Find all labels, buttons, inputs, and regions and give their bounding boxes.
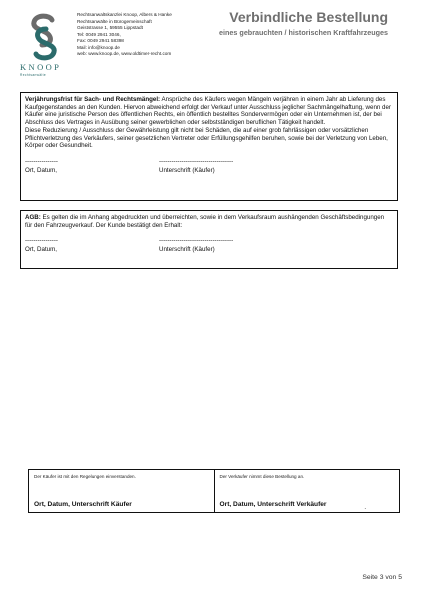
agb-heading: AGB: — [25, 214, 41, 221]
firm-line: Rechtsanwälte in Bürogemeinschaft — [77, 18, 152, 24]
page-number: Seite 3 von 5 — [362, 574, 402, 581]
signature-label: Unterschrift (Käufer) — [159, 246, 215, 254]
verjaehrung-text: Ansprüche des Käufers wegen Mängeln verjähren in einem Jahr ab Lieferung des Kaufgegenstandes an den Kunden. Hiervon abweichend erfolgt der Verkauf unter Ausschluss jeglicher Sachmängelhaftung, wenn der Käufer eine juristische Person des öffentlichen Rechts, ein öffentlich bestelltes Sondervermögen oder ein Unternehmen ist, der bei Abschluss des Vertrages in Ausübung seiner gewerblichen oder selbstständigen beruflichen Tätigkeit handelt. — [25, 96, 391, 127]
verjaehrung-section — [20, 92, 398, 201]
signature-label: Unterschrift (Käufer) — [159, 166, 215, 174]
signature-line[interactable]: ------------------------------------ — [159, 157, 234, 165]
firm-line: Rechtsanwaltskanzlei Knoop, Albers & Hanke — [77, 12, 172, 17]
place-date-label: Ort, Datum, — [25, 166, 57, 174]
logo-subline: Rechtsanwälte — [20, 73, 47, 77]
firm-line: Fax: 0049 2941 58398 — [77, 38, 124, 43]
logo-wordmark: KNOOP — [20, 62, 62, 72]
agb-signature-row — [25, 237, 393, 259]
signature-line[interactable]: ------------------------------------ — [159, 237, 234, 245]
verjaehrung-signature-row — [25, 158, 393, 180]
agb-text: Es gelten die im Anhang abgedruckten und überreichten, sowie in dem Verkaufsraum aushängenden Geschäftsbedingungen für den Fahrzeugverkauf. Der Kunde bestätigt den Erhalt: — [25, 214, 385, 229]
buyer-consent-note: Der Käufer ist mit den Regelungen einverstanden. — [34, 474, 136, 479]
stray-mark: . — [364, 505, 366, 511]
agb-paragraph — [25, 214, 393, 229]
buyer-signature-cell[interactable] — [29, 470, 214, 512]
verjaehrung-heading: Verjährungsfrist für Sach- und Rechtsmängel: — [25, 96, 161, 103]
final-signature-table — [28, 469, 400, 513]
seller-signature-cell[interactable] — [214, 470, 400, 512]
buyer-signature-label: Ort, Datum, Unterschrift Käufer — [34, 501, 132, 508]
firm-line: Geiststrasse 1, 59555 Lippstadt — [77, 25, 143, 30]
firm-line: web: www.knoop.de, www.oldtimer-recht.com — [77, 51, 172, 56]
firm-line: Tel: 0049 2941 3046, — [77, 31, 121, 37]
kanzlei-logo — [20, 12, 68, 77]
document-title: Verbindliche Bestellung — [229, 9, 388, 25]
firm-address-block — [77, 12, 197, 58]
verjaehrung-paragraph — [25, 96, 393, 127]
section-sign-icon — [20, 12, 68, 62]
document-subtitle: eines gebrauchten / historischen Kraftfahrzeuges — [219, 28, 388, 37]
agb-section — [20, 210, 398, 269]
seller-signature-label: Ort, Datum, Unterschrift Verkäufer — [219, 501, 327, 508]
seller-acceptance-note: Der Verkäufer nimmt diese Bestellung an. — [219, 474, 305, 479]
place-date-line[interactable]: ---------------- — [25, 237, 58, 245]
firm-line: Mail: info@knoop.de — [77, 44, 120, 50]
place-date-label: Ort, Datum, — [25, 246, 57, 254]
verjaehrung-text-2: Diese Reduzierung / Ausschluss der Gewährleistung gilt nicht bei Schäden, die auf einer grob fahrlässigen oder vorsätzlichen Pflichtverletzung des Verkäufers, seiner gesetzlichen Vertreter oder Erfüllungsgehilfen beruhen, sowie bei der Verletzung von Leben, Körper oder Gesundheit. — [25, 126, 388, 150]
place-date-line[interactable]: ---------------- — [25, 157, 58, 165]
